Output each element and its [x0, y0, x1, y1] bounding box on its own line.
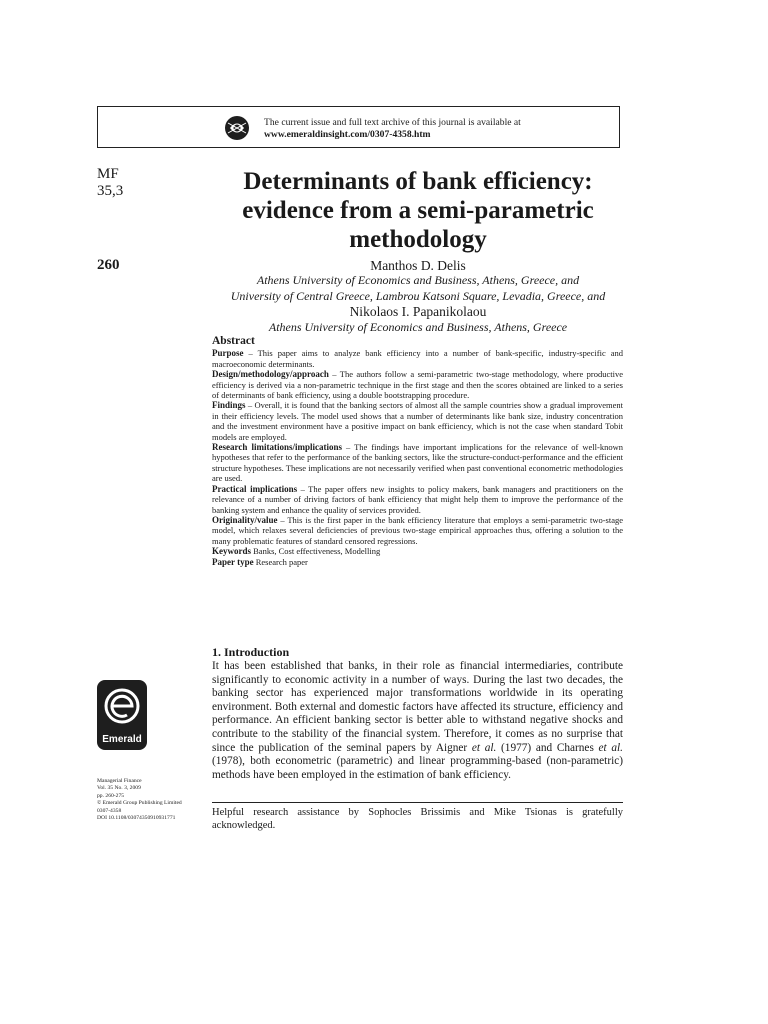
- paper-type-label: Paper type: [212, 556, 254, 567]
- keywords-text: Banks, Cost effectiveness, Modelling: [251, 546, 381, 557]
- author-name: Nikolaos I. Papanikolaou: [349, 304, 487, 320]
- author-name: Manthos D. Delis: [370, 258, 466, 273]
- abstract-originality: [212, 515, 623, 546]
- paper-title: [210, 167, 626, 254]
- intro-etal: et al.: [598, 741, 623, 754]
- author-affiliation: Athens University of Economics and Business, Athens, Greece, and: [256, 273, 580, 288]
- title-line: evidence from a semi-parametric: [242, 197, 594, 224]
- archive-line: The current issue and full text archive of this journal is available at: [264, 117, 521, 128]
- journal-code: MF: [97, 166, 119, 182]
- research-label: Research limitations/implications: [212, 442, 342, 453]
- pub-pages: pp. 260-275: [97, 792, 125, 799]
- title-line: methodology: [349, 226, 487, 253]
- footnote-divider: [212, 802, 623, 803]
- abstract-findings: [212, 400, 623, 442]
- originality-label: Originality/value: [212, 514, 278, 525]
- author-affiliation: University of Central Greece, Lambrou Katsoni Square, Levadia, Greece, and: [230, 288, 606, 303]
- publication-info: [97, 778, 209, 822]
- design-text: – The authors follow a semi-parametric two-stage methodology, where productive efficiency is derived via a non-parametric technique in the first stage and then the scores obtained are linked to a series of determinants of bank efficiency, using a double bootstrapping procedure.: [212, 369, 623, 401]
- author-block: [210, 258, 626, 335]
- footnote: Helpful research assistance by Sophocles Brissimis and Mike Tsionas is gratefully acknowledged.: [212, 807, 623, 831]
- purpose-label: Purpose: [212, 348, 244, 359]
- intro-etal: et al.: [471, 741, 497, 754]
- abstract-heading: Abstract: [212, 335, 255, 347]
- pub-volume: Vol. 35 No. 3, 2009: [97, 785, 141, 792]
- introduction-section: [212, 645, 623, 782]
- abstract-research: [212, 442, 623, 484]
- pub-issn: 0307-4358: [97, 807, 122, 814]
- abstract: [212, 336, 623, 567]
- emerald-logo-text: Emerald: [102, 734, 142, 745]
- findings-text: – Overall, it is found that the banking sectors of almost all the sample countries show a gradual improvement in their efficiency levels. The model used shows that a number of determinants like bank size, industry concentration and the investment environment have a positive impact on bank efficiency, which is not the case when standard Tobit models are employed.: [212, 400, 623, 442]
- findings-label: Findings: [212, 400, 246, 411]
- intro-text: It has been established that banks, in their role as financial intermediaries, contribute significantly to economic activity in a number of ways. During the last two decades, the banking sector has experienced major transformations worldwide in its operating environment. Both external and domestic factors have affected its structure, efficiency and performance. An efficient banking sector is better able to withstand negative shocks and contribute to the stability of the financial system. Therefore, it comes as no surprise that since the publication of the seminal papers by Aigner: [212, 660, 623, 754]
- design-label: Design/methodology/approach: [212, 369, 329, 380]
- author-affiliation: Athens University of Economics and Business, Athens, Greece: [268, 319, 568, 334]
- practical-text: – The paper offers new insights to policy makers, bank managers and practitioners on the relevance of a number of driving factors of bank efficiency that might help them to improve the performance of the banking system and enhance the quality of services provided.: [212, 483, 623, 515]
- emerald-globe-icon: [224, 115, 250, 141]
- emerald-logo-icon: [97, 680, 147, 750]
- archive-notice: [264, 117, 594, 141]
- journal-archive-box: [97, 106, 620, 148]
- abstract-purpose: [212, 348, 623, 369]
- abstract-design: [212, 369, 623, 400]
- abstract-practical: [212, 484, 623, 515]
- abstract-keywords: [212, 546, 623, 556]
- intro-text: (1978), both econometric (parametric) and linear programming-based (non-parametric) methods have been employed in the estimation of bank efficiency.: [212, 755, 623, 781]
- volume-issue: 35,3: [97, 183, 124, 199]
- keywords-label: Keywords: [212, 546, 251, 557]
- originality-text: – This is the first paper in the bank efficiency literature that employs a semi-parametric two-stage model, which relaxes several deficiencies of previous two-stage empirical approaches thus, offering a solution to the many problematic features of standard censored regressions.: [212, 514, 623, 546]
- paper-type-text: Research paper: [253, 556, 308, 567]
- archive-url[interactable]: www.emeraldinsight.com/0307-4358.htm: [264, 129, 431, 140]
- pub-copyright: © Emerald Group Publishing Limited: [97, 800, 182, 807]
- title-line: Determinants of bank efficiency:: [243, 168, 593, 195]
- pub-doi: DOI 10.1108/03074350910931771: [97, 815, 176, 822]
- page-number: 260: [97, 257, 120, 273]
- practical-label: Practical implications: [212, 483, 298, 494]
- introduction-heading: 1. Introduction: [212, 645, 290, 659]
- pub-journal: Managerial Finance: [97, 778, 142, 784]
- intro-text: (1977) and Charnes: [496, 741, 599, 754]
- purpose-text: – This paper aims to analyze bank efficiency into a number of bank-specific, industry-specific and macroeconomic determinants.: [212, 348, 623, 369]
- journal-abbreviation: [97, 166, 123, 200]
- abstract-paper-type: [212, 557, 623, 567]
- research-text: – The findings have important implications for the relevance of well-known hypotheses that refer to the performance of the banking sectors, like the structure-conduct-performance and the efficient structure hypotheses. These implications are not necessarily verified when past conventional econometric methodologies are used.: [212, 442, 623, 484]
- introduction-body: [212, 660, 623, 782]
